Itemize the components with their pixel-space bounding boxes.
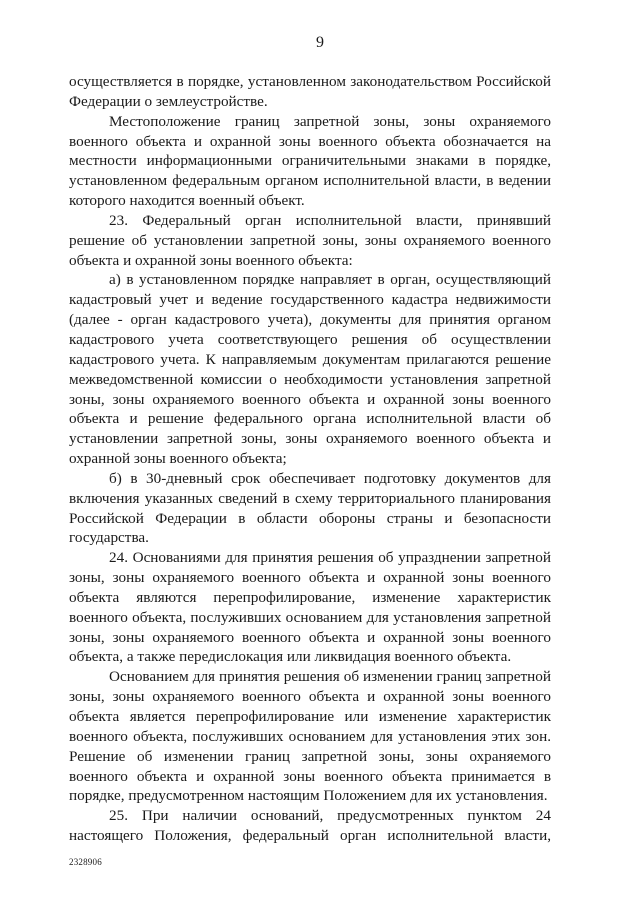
document-body (69, 72, 551, 846)
document-code: 2328906 (69, 857, 102, 867)
paragraph-item-23: 23. Федеральный орган исполнительной власти, принявший решение об установлении запретной зоны, зоны охраняемого военного объекта и охранной зоны военного объекта: (69, 211, 551, 269)
paragraph-boundary-change: Основанием для принятия решения об изменении границ запретной зоны, зоны охраняемого военного объекта и охранной зоны военного объекта является перепрофилирование или изменение характеристик военного объекта, послуживших основанием для установления этих зон. Решение об изменении границ запретной зоны, зоны охраняемого военного объекта и охранной зоны военного объекта принимается в порядке, предусмотренном настоящим Положением для их установления. (69, 668, 551, 805)
paragraph-continuation: осуществляется в порядке, установленном законодательством Российской Федерации о землеустройстве. (69, 73, 551, 110)
paragraph-item-24: 24. Основаниями для принятия решения об упразднении запретной зоны, зоны охраняемого военного объекта и охранной зоны военного объекта являются перепрофилирование, изменение характеристик военного объекта, послуживших основанием для установления запретной зоны, зоны охраняемого военного объекта и охранной зоны военного объекта, а также передислокация или ликвидация военного объекта. (69, 549, 551, 666)
page-number: 9 (316, 34, 324, 51)
paragraph-subitem-b: б) в 30-дневный срок обеспечивает подготовку документов для включения указанных сведений в схему территориального планирования Российской Федерации в области обороны страны и безопасности государства. (69, 469, 551, 547)
paragraph-subitem-a: а) в установленном порядке направляет в орган, осуществляющий кадастровый учет и ведение государственного кадастра недвижимости (далее - орган кадастрового учета), документы для принятия органом кадастрового учета соответствующего решения об осуществлении кадастрового учета. К направляемым документам прилагаются решение межведомственной комиссии о необходимости установления запретной зоны, зоны охраняемого военного объекта и охранной зоны военного объекта и решение федерального органа исполнительной власти об установлении запретной зоны, зоны охраняемого военного объекта и охранной зоны военного объекта; (69, 271, 551, 468)
paragraph-boundary-markers: Местоположение границ запретной зоны, зоны охраняемого военного объекта и охранной зоны военного объекта обозначается на местности информационными ограничительными знаками в порядке, установленном федеральным органом исполнительной власти, в ведении которого находится военный объект. (69, 112, 551, 210)
paragraph-item-25: 25. При наличии оснований, предусмотренных пунктом 24 настоящего Положения, федеральный орган исполнительной власти, (69, 807, 551, 845)
